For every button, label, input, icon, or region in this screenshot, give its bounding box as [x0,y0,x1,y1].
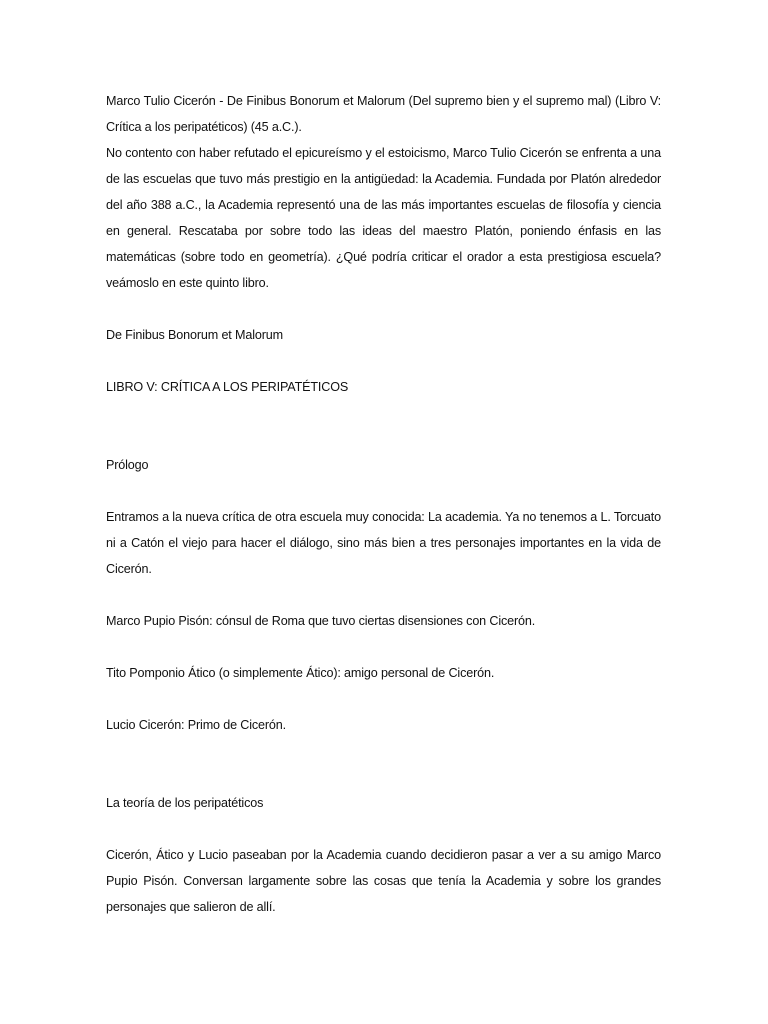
intro-paragraph: No contento con haber refutado el epicureísmo y el estoicismo, Marco Tulio Cicerón se enfrenta a una de las escuelas que tuvo más prestigio en la antigüedad: la Academia. Fundada por Platón alrededor del año 388 a.C., la Academia representó una de las más importantes escuelas de filosofía y ciencia en general. Rescataba por sobre todo las ideas del maestro Platón, poniendo énfasis en las matemáticas (sobre todo en geometría). ¿Qué podría criticar el orador a esta prestigiosa escuela? veámoslo en este quinto libro. [106,146,661,290]
prologue-paragraph: Entramos a la nueva crítica de otra escuela muy conocida: La academia. Ya no tenemos a L. Torcuato ni a Catón el viejo para hacer el diálogo, sino más bien a tres personajes importantes en la vida de Cicerón. [106,510,661,576]
book-title: LIBRO V: CRÍTICA A LOS PERIPATÉTICOS [106,380,349,394]
intro-title: Marco Tulio Cicerón - De Finibus Bonorum et Malorum (Del supremo bien y el supremo mal) (Libro V: Crítica a los peripatéticos) (45 a.C.). [106,94,661,134]
theory-heading: La teoría de los peripatéticos [106,796,264,810]
character-pison: Marco Pupio Pisón: cónsul de Roma que tuvo ciertas disensiones con Cicerón. [106,614,536,628]
work-title: De Finibus Bonorum et Malorum [106,328,283,342]
theory-paragraph: Cicerón, Ático y Lucio paseaban por la Academia cuando decidieron pasar a ver a su amigo Marco Pupio Pisón. Conversan largamente sobre las cosas que tenía la Academia y sobre los grandes personajes que salieron de allí. [106,848,661,914]
character-atico: Tito Pomponio Ático (o simplemente Ático): amigo personal de Cicerón. [106,666,495,680]
document-body [106,88,661,920]
prologue-heading: Prólogo [106,458,149,472]
character-lucio: Lucio Cicerón: Primo de Cicerón. [106,718,286,732]
